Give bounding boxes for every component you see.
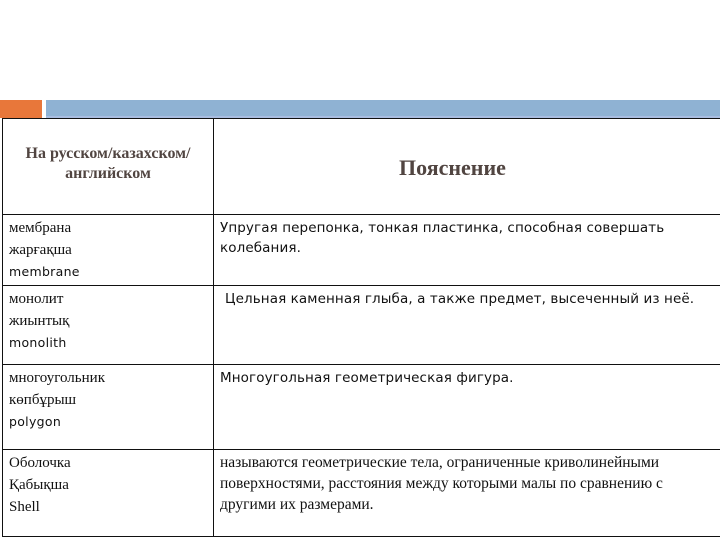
term-kz: Қабықша xyxy=(9,477,69,493)
term-en: polygon xyxy=(9,414,62,429)
table-header-row xyxy=(3,119,720,215)
term-kz: жиынтық xyxy=(9,313,70,329)
explanation-cell: Многоугольная геометрическая фигура. xyxy=(214,365,720,450)
term-kz: жарғақша xyxy=(9,242,72,258)
table-row xyxy=(3,450,720,537)
term-en: monolith xyxy=(9,335,67,350)
term-en: membrane xyxy=(9,264,80,279)
header-term xyxy=(3,119,214,215)
accent-bar-blue xyxy=(46,100,720,118)
term-ru: многоугольник xyxy=(9,370,105,386)
header-explanation xyxy=(214,119,720,215)
explanation-cell: Цельная каменная глыба, а также предмет, высеченный из неё. xyxy=(214,286,720,365)
glossary-table xyxy=(2,118,720,537)
term-ru: мембрана xyxy=(9,220,72,236)
header-explanation-label: Пояснение xyxy=(399,154,506,180)
explanation-cell: Упругая перепонка, тонкая пластинка, способная совершать колебания. xyxy=(214,215,720,286)
explanation-cell xyxy=(214,450,720,537)
term-cell xyxy=(3,450,214,537)
term-ru: Оболочка xyxy=(9,455,71,471)
term-kz: көпбұрыш xyxy=(9,392,77,408)
term-en: Shell xyxy=(9,499,40,515)
term-cell xyxy=(3,215,214,286)
accent-bar-orange xyxy=(0,100,42,118)
term-ru: монолит xyxy=(9,291,64,307)
table-row xyxy=(3,365,720,450)
table-row xyxy=(3,215,720,286)
header-term-label: На русском/казахском/ английском xyxy=(25,144,191,182)
table-row xyxy=(3,286,720,365)
explanation-text: называются геометрические тела, ограниченные криволинейными поверхностями, расстояния между которыми малы по сравнению с другими их размерами. xyxy=(220,454,663,513)
term-cell xyxy=(3,286,214,365)
term-cell xyxy=(3,365,214,450)
